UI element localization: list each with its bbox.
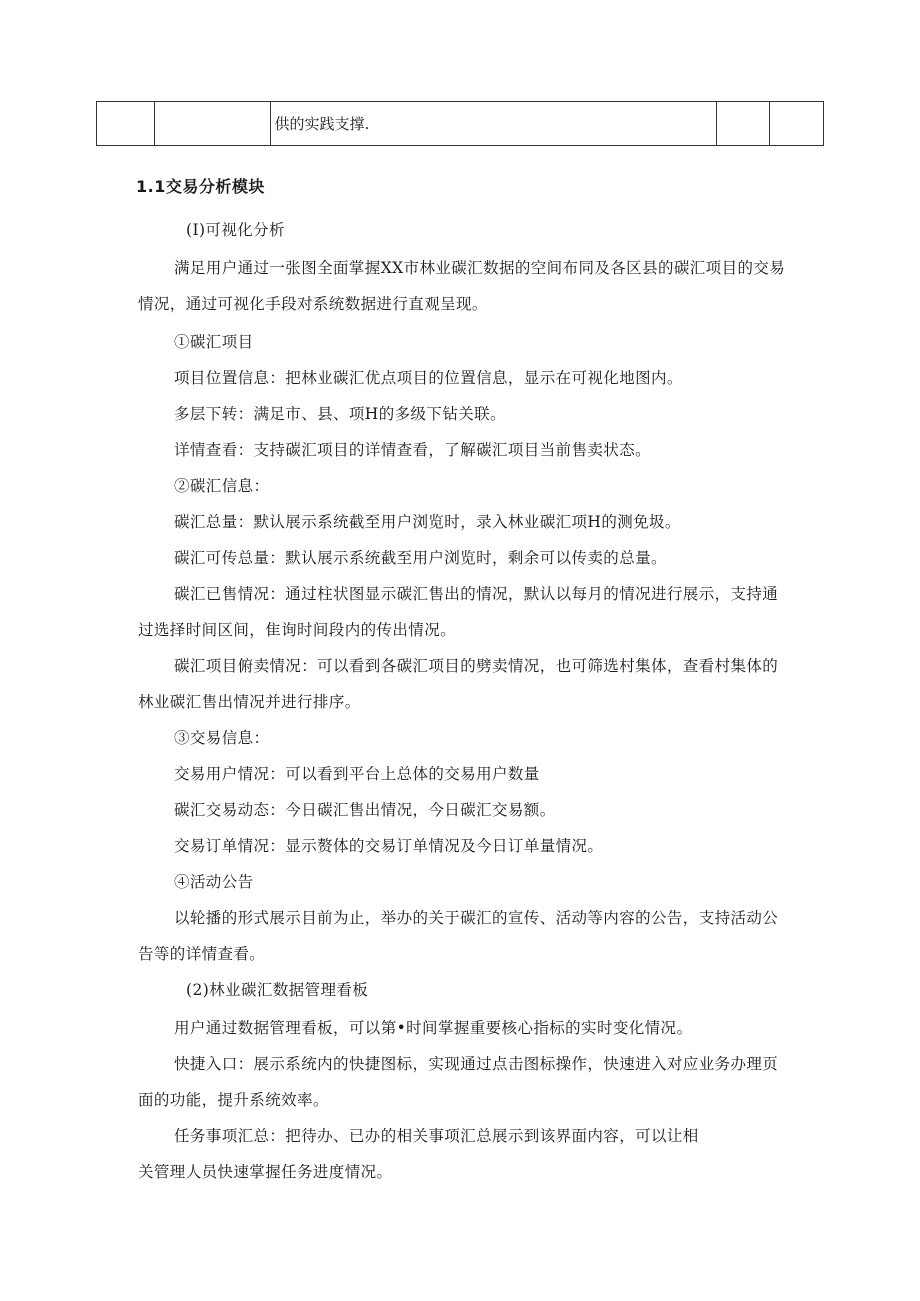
paragraph-line: 碳汇项目俯卖情况：可以看到各碳汇项目的劈卖情况，也可筛选村集体，查看村集体的	[174, 657, 779, 675]
paragraph-line: 项目位置信息：把林业碳汇优点项目的位置信息，显示在可视化地图内。	[174, 369, 683, 387]
item-heading: ①碳汇项目	[174, 333, 254, 351]
section-heading: 1.1交易分析模块	[136, 177, 265, 196]
table-row	[97, 102, 824, 146]
paragraph-line: 详情查看：支持碳汇项目的详情查看，了解碳汇项目当前售卖状态。	[174, 441, 652, 459]
subsection-heading: (I)可视化分析	[186, 221, 285, 239]
item-heading: ②碳汇信息：	[174, 477, 270, 495]
paragraph-line: 任务事项汇总：把待办、已办的相关事项汇总展示到该界面内容，可以让相	[174, 1127, 699, 1145]
item-heading: ④活动公告	[174, 873, 254, 891]
paragraph-line: 关管理人员快速掌握任务进度情况。	[138, 1163, 393, 1181]
subsection-heading: (2)林业碳汇数据管理看板	[186, 981, 369, 999]
paragraph-line: 交易订单情况：显示赘体的交易订单情况及今日订单量情况。	[174, 837, 604, 855]
continuation-table	[96, 101, 824, 146]
paragraph-line: 情况，通过可视化手段对系统数据进行直观呈现。	[138, 295, 488, 313]
item-heading: ③交易信息：	[174, 729, 270, 747]
paragraph-line: 碳汇已售情况：通过柱状图显示碳汇售出的情况，默认以每月的情况进行展示，支持通	[174, 585, 779, 603]
paragraph-line: 告等的详情查看。	[138, 945, 266, 963]
paragraph-line: 面的功能，提升系统效率。	[138, 1091, 329, 1109]
table-cell	[769, 102, 823, 146]
paragraph-line: 多层下转：满足市、县、项H的多级下钻关联。	[174, 405, 506, 423]
paragraph-line: 满足用户通过一张图全面掌握XX市林业碳汇数据的空间布同及各区县的碳汇项目的交易	[174, 259, 786, 277]
paragraph-line: 用户通过数据管理看板，可以第•时间掌握重要核心指标的实时变化情况。	[174, 1019, 693, 1037]
paragraph-line: 以轮播的形式展示目前为止，举办的关于碳汇的宣传、活动等内容的公告，支持活动公	[174, 909, 779, 927]
paragraph-line: 快捷入口：展示系统内的快捷图标，实现通过点击图标操作，快速进入对应业务办理页	[174, 1055, 779, 1073]
table-cell	[716, 102, 769, 146]
paragraph-line: 碳汇交易动态：今日碳汇售出情况，今日碳汇交易额。	[174, 801, 556, 819]
table-cell	[155, 102, 271, 146]
paragraph-line: 过选择时间区间，隹询时间段内的传出情况。	[138, 621, 457, 639]
paragraph-line: 碳汇总量：默认展示系统截至用户浏览时，录入林业碳汇项H的测免圾。	[174, 513, 681, 531]
paragraph-line: 交易用户情况：可以看到平台上总体的交易用户数量	[174, 765, 540, 783]
table-cell: 供的实践支撑.	[271, 102, 716, 146]
paragraph-line: 碳汇可传总量：默认展示系统截至用户浏览时，剩余可以传卖的总量。	[174, 549, 667, 567]
paragraph-line: 林业碳汇售出情况并进行排序。	[138, 693, 361, 711]
table-cell	[97, 102, 155, 146]
